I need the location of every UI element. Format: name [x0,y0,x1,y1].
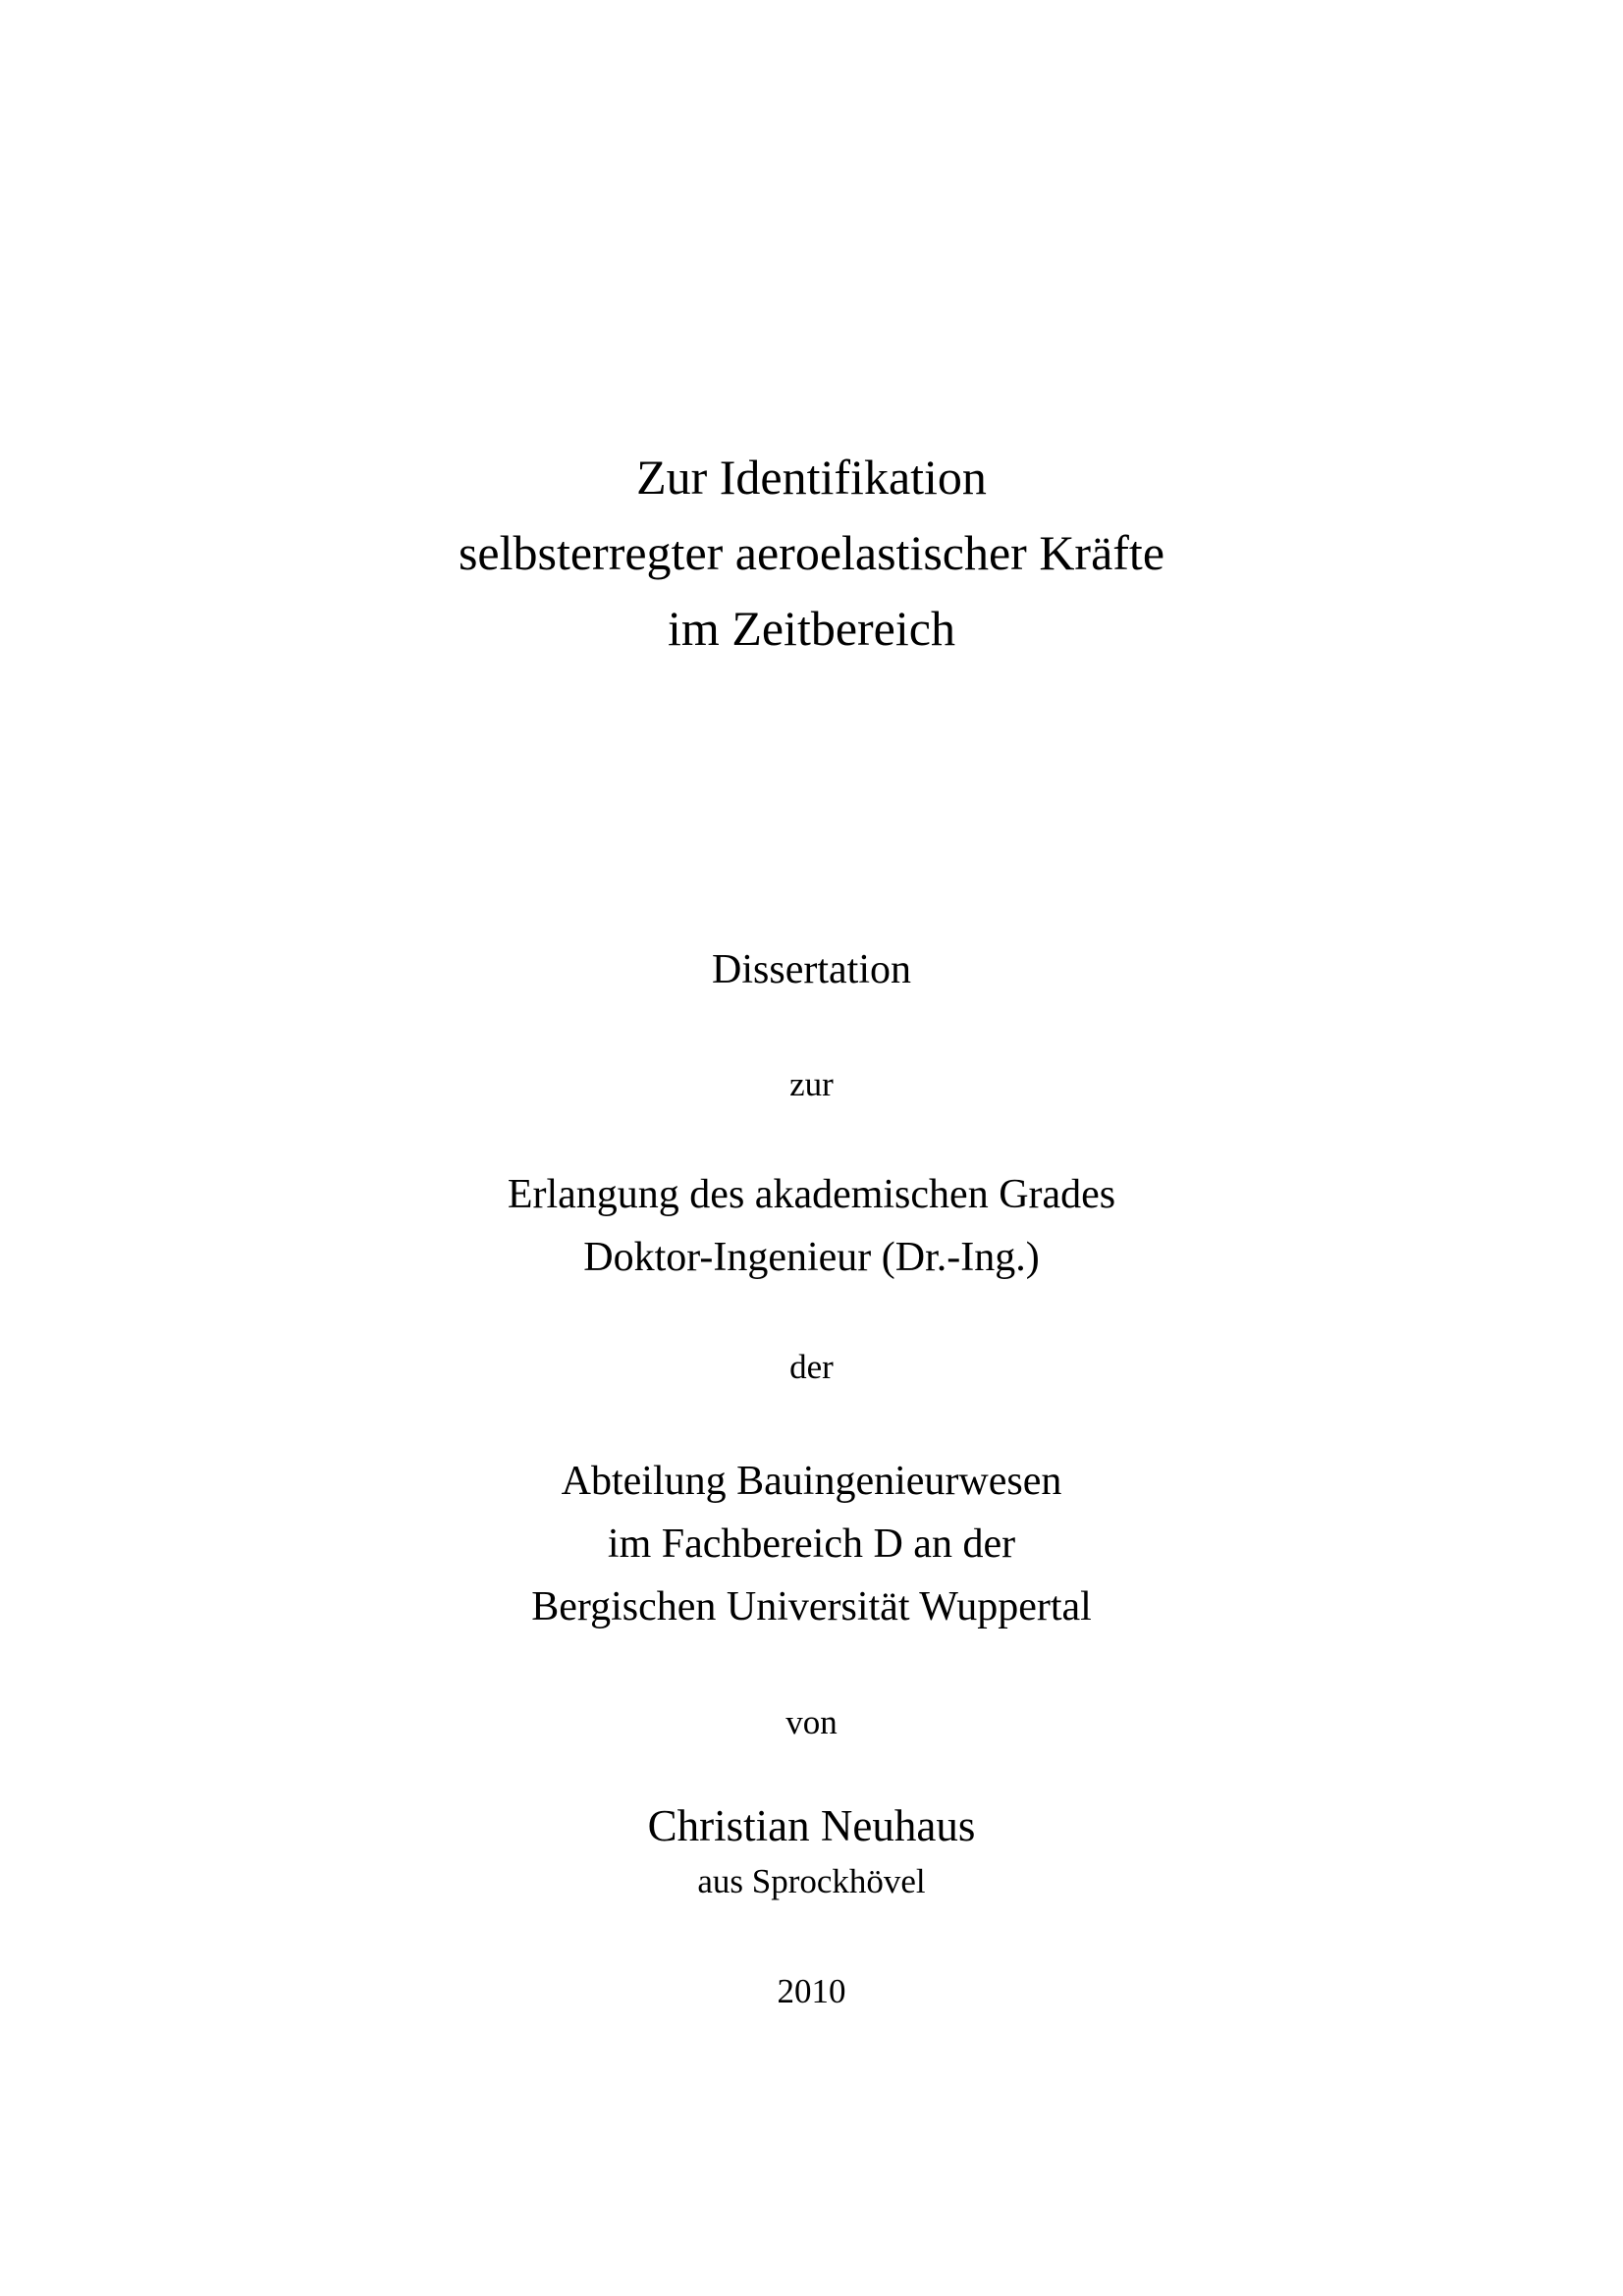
institution-line-2: im Fachbereich D an der [607,1522,1016,1567]
degree-line-1: Erlangung des akademischen Grades [507,1172,1116,1217]
author-origin: aus Sprockhövel [697,1862,926,1900]
page-title-line-1: Zur Identifikation [636,450,987,505]
institution-line-1: Abteilung Bauingenieurwesen [561,1459,1062,1504]
degree-block [0,1163,1623,1289]
institution-line-3: Bergischen Universität Wuppertal [531,1584,1092,1629]
author-name: Christian Neuhaus [647,1801,976,1850]
connector-zur: zur [789,1065,834,1103]
page-title-line-2: selbsterregter aeroelastischer Kräfte [458,525,1165,580]
page-title [0,440,1623,667]
degree-line-2: Doktor-Ingenieur (Dr.-Ing.) [583,1235,1040,1280]
page-title-line-3: im Zeitbereich [668,601,955,656]
institution-block [0,1450,1623,1638]
document-type-label: Dissertation [712,947,911,992]
connector-der: der [789,1348,834,1386]
connector-von: von [785,1703,838,1741]
publication-year: 2010 [777,1972,846,2010]
